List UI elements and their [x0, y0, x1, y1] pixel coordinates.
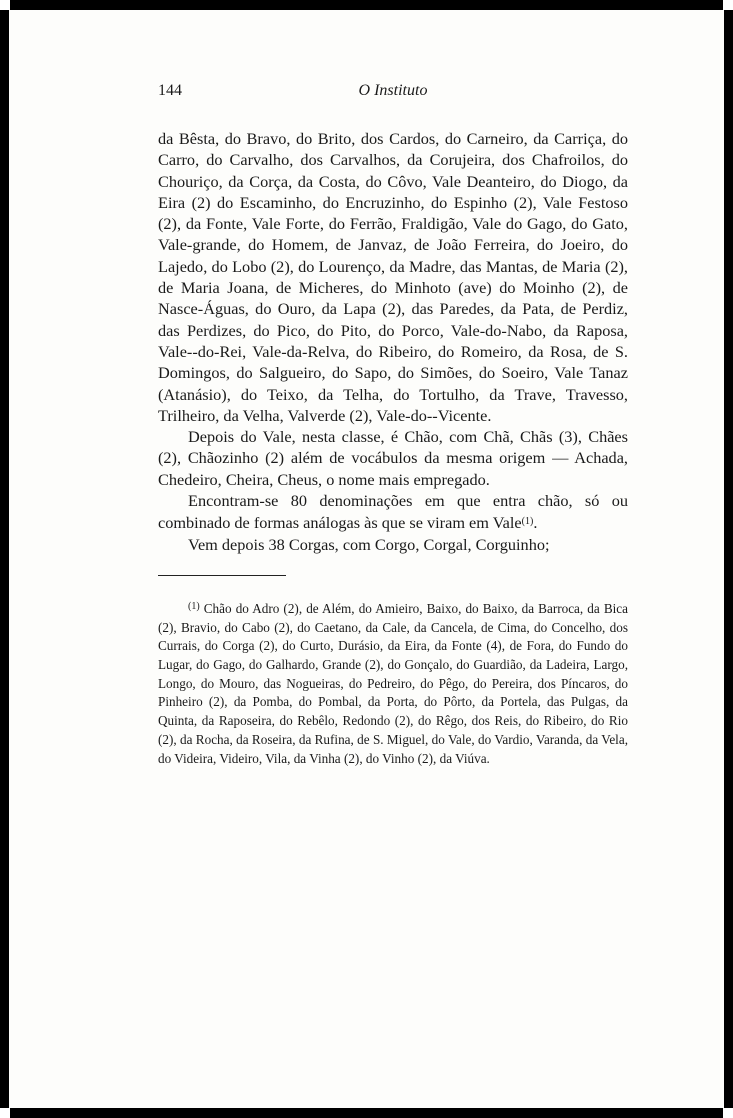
frame-corner	[723, 0, 733, 10]
paragraph: da Bêsta, do Bravo, do Brito, dos Cardos, do Carneiro, da Carriça, do Carro, do Carvalho, dos Carvalhos, da Corujeira, dos Chafroilos, do Chouriço, da Corça, da Costa, do Côvo, Vale Deanteiro, do Diogo, da Eira (2) do Escaminho, do Encruzinho, do Espinho (2), Vale Festoso (2), da Fonte, Vale Forte, do Ferrão, Fraldigão, Vale do Gago, do Gato, Vale-grande, do Homem, de Janvaz, de João Ferreira, do Joeiro, do Lajedo, do Lobo (2), do Lourenço, da Madre, das Mantas, de Maria (2), de Maria Joana, de Micheres, do Minhoto (ave) do Moinho (2), de Nasce-Águas, do Ouro, da Lapa (2), das Paredes, da Pata, de Perdiz, das Perdizes, do Pico, do Pito, do Porco, Vale-do-Nabo, da Raposa, Vale--do-Rei, Vale-da-Relva, do Ribeiro, do Romeiro, da Rosa, de S. Domingos, do Salgueiro, do Sapo, do Simões, do Soeiro, Vale Tanaz (Atanásio), do Teixo, da Telha, do Tortulho, da Trave, Travesso, Trilheiro, da Velha, Valverde (2), Vale-do--Vicente.	[158, 129, 628, 425]
page-number: 144	[158, 82, 182, 99]
frame-corner	[0, 0, 10, 10]
footnotes	[158, 598, 628, 768]
footnote-text: Chão do Adro (2), de Além, do Amieiro, Baixo, do Baixo, da Barroca, da Bica (2), Bravio, do Cabo (2), do Caetano, da Cale, da Cancela, de Cima, do Concelho, dos Currais, do Corga (2), do Curto, Durásio, da Eira, da Fonte (4), de Fora, do Fundo do Lugar, do Gago, do Galhardo, Grande (2), do Gonçalo, do Guardião, da Ladeira, Largo, Longo, do Mouro, das Nogueiras, do Pedreiro, do Pêgo, do Pereira, dos Píncaros, do Pinheiro (2), da Pomba, do Pombal, da Porta, do Pôrto, da Portela, das Pulgas, da Quinta, da Raposeira, do Rebêlo, Redondo (2), do Rêgo, dos Reis, do Ribeiro, do Rio (2), da Rocha, da Roseira, da Rufina, de S. Miguel, do Vale, do Vardio, Varanda, da Vela, do Videira, Videiro, Vila, da Vinha (2), do Vinho (2), da Viúva.	[158, 600, 628, 766]
page-header	[158, 82, 628, 106]
frame-corner	[723, 1108, 733, 1118]
paragraph: Vem depois 38 Corgas, com Corgo, Corgal, Corguinho;	[188, 534, 550, 554]
paragraph: Depois do Vale, nesta classe, é Chão, com Chã, Chãs (3), Chães (2), Chãozinho (2) além de vocábulos da mesma origem — Achada, Chedeiro, Cheira, Cheus, o nome mais empregado.	[158, 427, 628, 489]
footnote-reference[interactable]: (1)	[521, 516, 534, 528]
paragraph	[158, 490, 628, 534]
footnote-marker: (1)	[188, 600, 200, 612]
paragraph-text: Encontram-se 80 denominações em que entra chão, só ou combinado de formas análogas às que se viram em Vale	[158, 491, 628, 533]
main-text	[158, 128, 628, 555]
running-title: O Instituto	[358, 82, 428, 99]
book-page	[158, 82, 628, 768]
paragraph-text: .	[533, 513, 538, 533]
footnote	[158, 598, 628, 768]
frame-corner	[0, 1108, 10, 1118]
footnote-divider	[158, 575, 286, 576]
